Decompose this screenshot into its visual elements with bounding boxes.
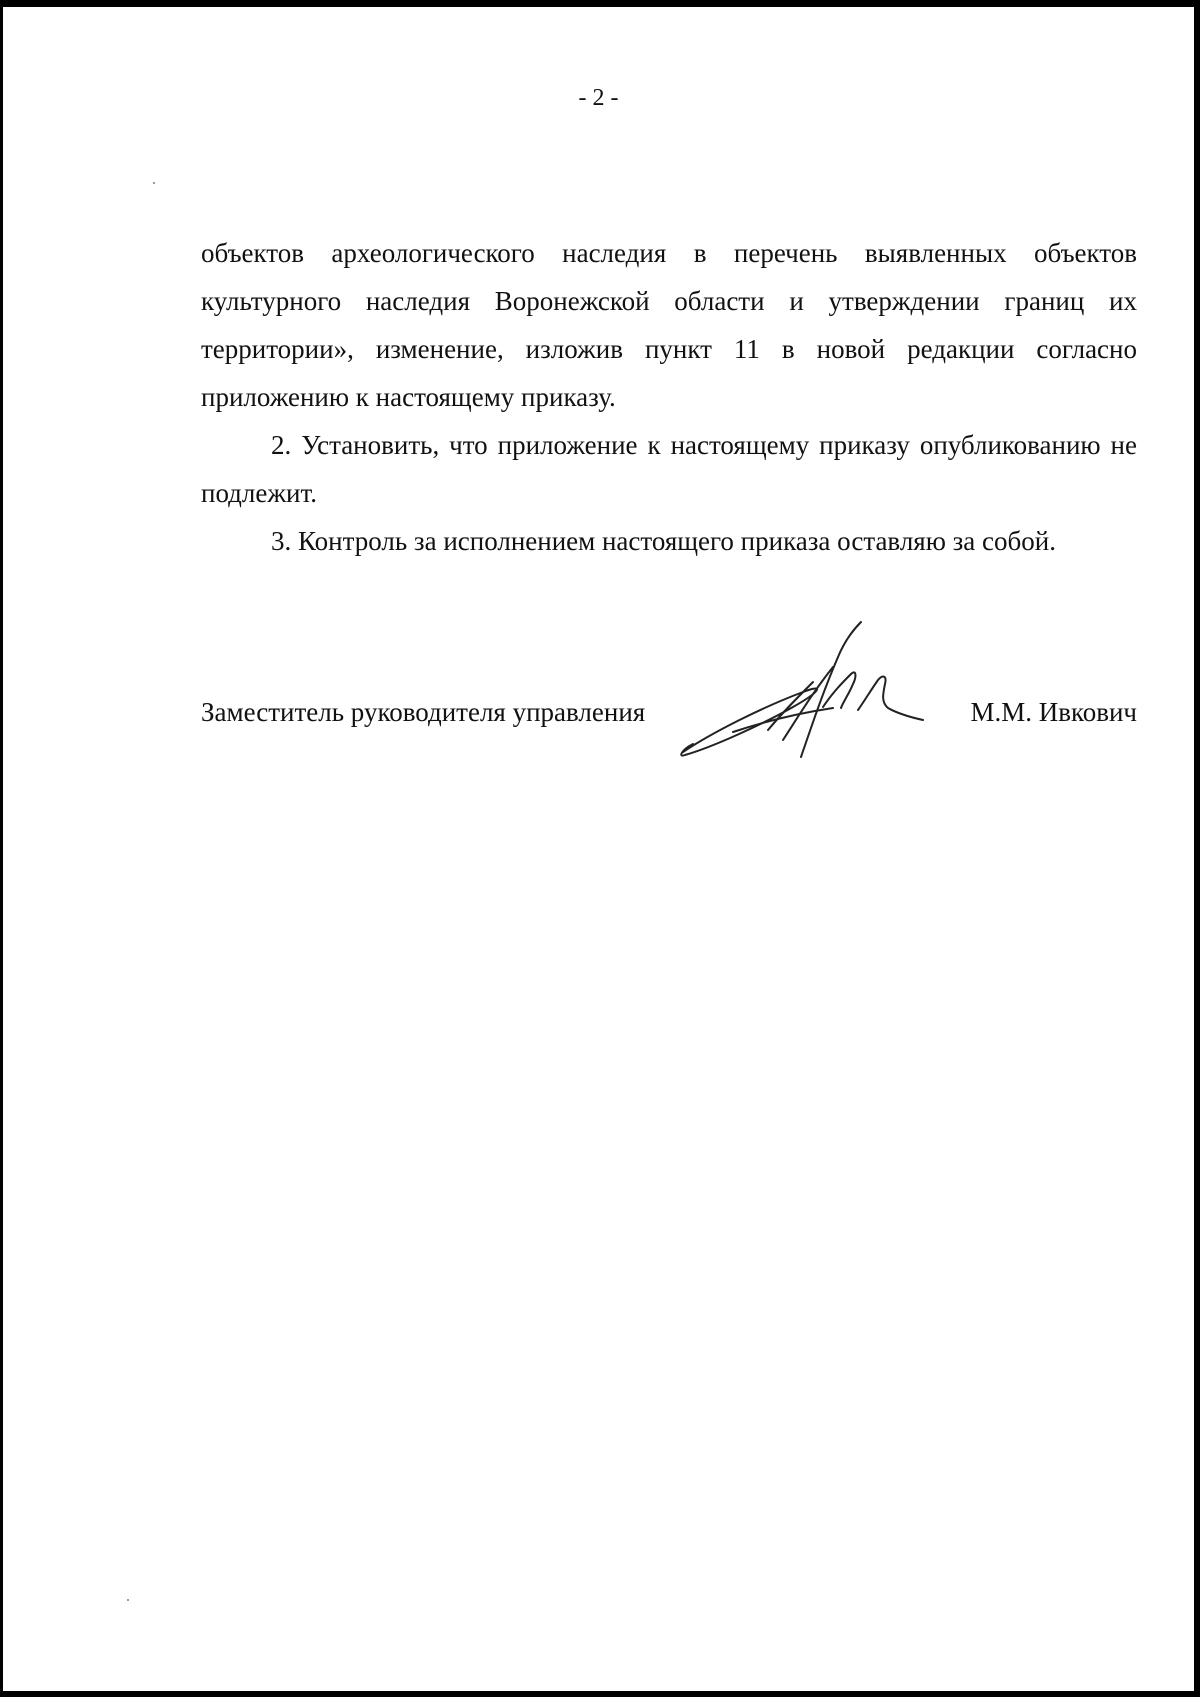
scan-speck — [127, 1599, 129, 1601]
page-number: - 2 - — [578, 85, 619, 111]
paragraph-continuation: объектов археологического наследия в перечень выявленных объектов культурного наследия Воронежской области и утверждении границ их территории», изменение, изложив пункт 11 в новой редакции согласно приложению к настоящему приказу. — [201, 238, 1137, 412]
signatory-position: Заместитель руководителя управления — [201, 697, 646, 727]
document-body — [201, 229, 1137, 565]
paragraph-item-2: 2. Установить, что приложение к настоящему приказу опубликованию не подлежит. — [201, 430, 1137, 508]
signatory-name: М.М. Ивкович — [970, 697, 1137, 727]
signature-block — [201, 697, 1137, 757]
scan-speck — [153, 182, 155, 184]
paragraph-item-3: 3. Контроль за исполнением настоящего приказа оставляю за собой. — [271, 526, 1056, 556]
